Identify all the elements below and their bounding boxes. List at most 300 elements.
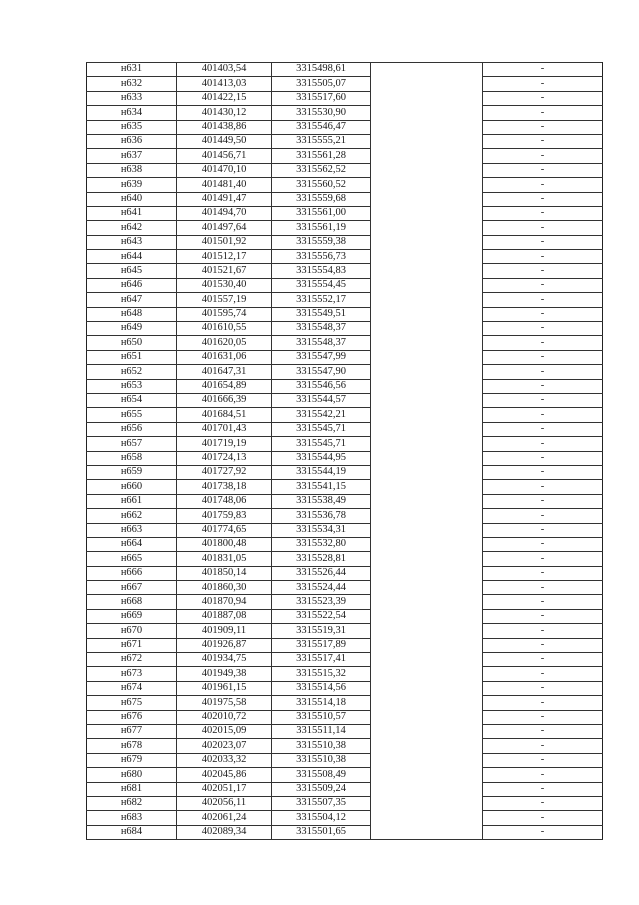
point-number-cell: н668: [87, 595, 177, 609]
y-coordinate-cell: 3315526,44: [272, 566, 371, 580]
point-number-cell: н677: [87, 724, 177, 738]
table-row: [87, 293, 603, 307]
y-coordinate-cell: 3315556,73: [272, 250, 371, 264]
y-coordinate-cell: 3315541,15: [272, 480, 371, 494]
table-row: [87, 624, 603, 638]
point-number-cell: н659: [87, 465, 177, 479]
y-coordinate-cell: 3315561,19: [272, 221, 371, 235]
value-cell: -: [483, 609, 603, 623]
table-row: [87, 609, 603, 623]
empty-cell: [371, 134, 483, 148]
value-cell: -: [483, 710, 603, 724]
x-coordinate-cell: 401666,39: [177, 393, 272, 407]
empty-cell: [371, 192, 483, 206]
value-cell: -: [483, 753, 603, 767]
empty-cell: [371, 163, 483, 177]
x-coordinate-cell: 401727,92: [177, 465, 272, 479]
point-number-cell: н632: [87, 77, 177, 91]
y-coordinate-cell: 3315548,37: [272, 336, 371, 350]
y-coordinate-cell: 3315547,90: [272, 365, 371, 379]
value-cell: -: [483, 624, 603, 638]
point-number-cell: н664: [87, 537, 177, 551]
y-coordinate-cell: 3315524,44: [272, 581, 371, 595]
point-number-cell: н633: [87, 91, 177, 105]
x-coordinate-cell: 402033,32: [177, 753, 272, 767]
empty-cell: [371, 739, 483, 753]
x-coordinate-cell: 401512,17: [177, 250, 272, 264]
value-cell: -: [483, 653, 603, 667]
point-number-cell: н662: [87, 509, 177, 523]
table-row: [87, 782, 603, 796]
y-coordinate-cell: 3315504,12: [272, 811, 371, 825]
table-row: [87, 163, 603, 177]
empty-cell: [371, 552, 483, 566]
x-coordinate-cell: 401800,48: [177, 537, 272, 551]
table-row: [87, 120, 603, 134]
empty-cell: [371, 264, 483, 278]
empty-cell: [371, 768, 483, 782]
empty-cell: [371, 465, 483, 479]
point-number-cell: н650: [87, 336, 177, 350]
table-row: [87, 451, 603, 465]
x-coordinate-cell: 401557,19: [177, 293, 272, 307]
value-cell: -: [483, 120, 603, 134]
point-number-cell: н649: [87, 322, 177, 336]
y-coordinate-cell: 3315522,54: [272, 609, 371, 623]
y-coordinate-cell: 3315561,28: [272, 149, 371, 163]
y-coordinate-cell: 3315547,99: [272, 350, 371, 364]
table-row: [87, 696, 603, 710]
value-cell: -: [483, 63, 603, 77]
empty-cell: [371, 480, 483, 494]
y-coordinate-cell: 3315555,21: [272, 134, 371, 148]
value-cell: -: [483, 811, 603, 825]
table-row: [87, 322, 603, 336]
empty-cell: [371, 408, 483, 422]
value-cell: -: [483, 796, 603, 810]
x-coordinate-cell: 401470,10: [177, 163, 272, 177]
x-coordinate-cell: 401631,06: [177, 350, 272, 364]
point-number-cell: н673: [87, 667, 177, 681]
table-row: [87, 494, 603, 508]
point-number-cell: н638: [87, 163, 177, 177]
empty-cell: [371, 638, 483, 652]
value-cell: -: [483, 149, 603, 163]
table-row: [87, 350, 603, 364]
x-coordinate-cell: 401774,65: [177, 523, 272, 537]
x-coordinate-cell: 401870,94: [177, 595, 272, 609]
x-coordinate-cell: 401413,03: [177, 77, 272, 91]
point-number-cell: н645: [87, 264, 177, 278]
coordinates-table: [86, 62, 603, 840]
point-number-cell: н640: [87, 192, 177, 206]
table-row: [87, 63, 603, 77]
table-row: [87, 595, 603, 609]
value-cell: -: [483, 134, 603, 148]
point-number-cell: н670: [87, 624, 177, 638]
value-cell: -: [483, 523, 603, 537]
value-cell: -: [483, 537, 603, 551]
y-coordinate-cell: 3315517,60: [272, 91, 371, 105]
point-number-cell: н663: [87, 523, 177, 537]
table-row: [87, 581, 603, 595]
table-row: [87, 264, 603, 278]
empty-cell: [371, 753, 483, 767]
value-cell: -: [483, 350, 603, 364]
x-coordinate-cell: 401684,51: [177, 408, 272, 422]
value-cell: -: [483, 724, 603, 738]
table-row: [87, 653, 603, 667]
table-row: [87, 537, 603, 551]
empty-cell: [371, 77, 483, 91]
x-coordinate-cell: 401909,11: [177, 624, 272, 638]
value-cell: -: [483, 566, 603, 580]
table-row: [87, 825, 603, 839]
y-coordinate-cell: 3315548,37: [272, 322, 371, 336]
point-number-cell: н665: [87, 552, 177, 566]
x-coordinate-cell: 401961,15: [177, 681, 272, 695]
x-coordinate-cell: 401481,40: [177, 178, 272, 192]
y-coordinate-cell: 3315545,71: [272, 437, 371, 451]
y-coordinate-cell: 3315510,38: [272, 739, 371, 753]
value-cell: -: [483, 163, 603, 177]
x-coordinate-cell: 401494,70: [177, 206, 272, 220]
y-coordinate-cell: 3315561,00: [272, 206, 371, 220]
table-row: [87, 480, 603, 494]
y-coordinate-cell: 3315562,52: [272, 163, 371, 177]
y-coordinate-cell: 3315517,41: [272, 653, 371, 667]
value-cell: -: [483, 91, 603, 105]
value-cell: -: [483, 379, 603, 393]
x-coordinate-cell: 401430,12: [177, 106, 272, 120]
x-coordinate-cell: 401501,92: [177, 235, 272, 249]
x-coordinate-cell: 401497,64: [177, 221, 272, 235]
value-cell: -: [483, 322, 603, 336]
empty-cell: [371, 566, 483, 580]
point-number-cell: н635: [87, 120, 177, 134]
empty-cell: [371, 422, 483, 436]
value-cell: -: [483, 235, 603, 249]
value-cell: -: [483, 581, 603, 595]
x-coordinate-cell: 401456,71: [177, 149, 272, 163]
value-cell: -: [483, 250, 603, 264]
value-cell: -: [483, 393, 603, 407]
empty-cell: [371, 796, 483, 810]
value-cell: -: [483, 782, 603, 796]
empty-cell: [371, 509, 483, 523]
point-number-cell: н642: [87, 221, 177, 235]
value-cell: -: [483, 509, 603, 523]
table-row: [87, 523, 603, 537]
y-coordinate-cell: 3315536,78: [272, 509, 371, 523]
x-coordinate-cell: 402089,34: [177, 825, 272, 839]
point-number-cell: н683: [87, 811, 177, 825]
point-number-cell: н681: [87, 782, 177, 796]
y-coordinate-cell: 3315544,19: [272, 465, 371, 479]
x-coordinate-cell: 401491,47: [177, 192, 272, 206]
empty-cell: [371, 365, 483, 379]
x-coordinate-cell: 401620,05: [177, 336, 272, 350]
table-row: [87, 149, 603, 163]
point-number-cell: н644: [87, 250, 177, 264]
table-row: [87, 365, 603, 379]
x-coordinate-cell: 401887,08: [177, 609, 272, 623]
point-number-cell: н666: [87, 566, 177, 580]
x-coordinate-cell: 402056,11: [177, 796, 272, 810]
point-number-cell: н661: [87, 494, 177, 508]
point-number-cell: н680: [87, 768, 177, 782]
table-row: [87, 437, 603, 451]
value-cell: -: [483, 408, 603, 422]
value-cell: -: [483, 696, 603, 710]
table-row: [87, 753, 603, 767]
value-cell: -: [483, 667, 603, 681]
value-cell: -: [483, 638, 603, 652]
table-row: [87, 393, 603, 407]
point-number-cell: н671: [87, 638, 177, 652]
y-coordinate-cell: 3315523,39: [272, 595, 371, 609]
empty-cell: [371, 724, 483, 738]
coordinates-table-body: [87, 63, 603, 840]
point-number-cell: н684: [87, 825, 177, 839]
x-coordinate-cell: 401422,15: [177, 91, 272, 105]
empty-cell: [371, 379, 483, 393]
empty-cell: [371, 710, 483, 724]
y-coordinate-cell: 3315517,89: [272, 638, 371, 652]
empty-cell: [371, 437, 483, 451]
table-row: [87, 552, 603, 566]
empty-cell: [371, 235, 483, 249]
table-row: [87, 681, 603, 695]
point-number-cell: н634: [87, 106, 177, 120]
point-number-cell: н636: [87, 134, 177, 148]
table-row: [87, 178, 603, 192]
point-number-cell: н667: [87, 581, 177, 595]
value-cell: -: [483, 552, 603, 566]
x-coordinate-cell: 401949,38: [177, 667, 272, 681]
x-coordinate-cell: 401530,40: [177, 278, 272, 292]
table-row: [87, 91, 603, 105]
empty-cell: [371, 825, 483, 839]
x-coordinate-cell: 401521,67: [177, 264, 272, 278]
value-cell: -: [483, 465, 603, 479]
table-row: [87, 250, 603, 264]
value-cell: -: [483, 595, 603, 609]
empty-cell: [371, 696, 483, 710]
empty-cell: [371, 178, 483, 192]
x-coordinate-cell: 401724,13: [177, 451, 272, 465]
table-row: [87, 206, 603, 220]
y-coordinate-cell: 3315509,24: [272, 782, 371, 796]
y-coordinate-cell: 3315549,51: [272, 307, 371, 321]
x-coordinate-cell: 401831,05: [177, 552, 272, 566]
y-coordinate-cell: 3315559,68: [272, 192, 371, 206]
value-cell: -: [483, 451, 603, 465]
y-coordinate-cell: 3315546,56: [272, 379, 371, 393]
point-number-cell: н676: [87, 710, 177, 724]
empty-cell: [371, 278, 483, 292]
table-row: [87, 465, 603, 479]
empty-cell: [371, 63, 483, 77]
point-number-cell: н651: [87, 350, 177, 364]
value-cell: -: [483, 768, 603, 782]
table-row: [87, 235, 603, 249]
point-number-cell: н648: [87, 307, 177, 321]
empty-cell: [371, 250, 483, 264]
point-number-cell: н660: [87, 480, 177, 494]
table-row: [87, 379, 603, 393]
empty-cell: [371, 537, 483, 551]
x-coordinate-cell: 401748,06: [177, 494, 272, 508]
table-row: [87, 768, 603, 782]
y-coordinate-cell: 3315544,57: [272, 393, 371, 407]
y-coordinate-cell: 3315505,07: [272, 77, 371, 91]
x-coordinate-cell: 401719,19: [177, 437, 272, 451]
x-coordinate-cell: 401975,58: [177, 696, 272, 710]
table-row: [87, 134, 603, 148]
empty-cell: [371, 581, 483, 595]
value-cell: -: [483, 494, 603, 508]
empty-cell: [371, 336, 483, 350]
table-row: [87, 192, 603, 206]
y-coordinate-cell: 3315530,90: [272, 106, 371, 120]
value-cell: -: [483, 278, 603, 292]
y-coordinate-cell: 3315546,47: [272, 120, 371, 134]
empty-cell: [371, 667, 483, 681]
y-coordinate-cell: 3315554,45: [272, 278, 371, 292]
value-cell: -: [483, 422, 603, 436]
x-coordinate-cell: 402023,07: [177, 739, 272, 753]
x-coordinate-cell: 401860,30: [177, 581, 272, 595]
y-coordinate-cell: 3315507,35: [272, 796, 371, 810]
x-coordinate-cell: 402061,24: [177, 811, 272, 825]
table-row: [87, 724, 603, 738]
empty-cell: [371, 451, 483, 465]
y-coordinate-cell: 3315515,32: [272, 667, 371, 681]
empty-cell: [371, 653, 483, 667]
value-cell: -: [483, 825, 603, 839]
y-coordinate-cell: 3315542,21: [272, 408, 371, 422]
value-cell: -: [483, 264, 603, 278]
value-cell: -: [483, 307, 603, 321]
point-number-cell: н658: [87, 451, 177, 465]
value-cell: -: [483, 365, 603, 379]
value-cell: -: [483, 221, 603, 235]
y-coordinate-cell: 3315552,17: [272, 293, 371, 307]
empty-cell: [371, 106, 483, 120]
x-coordinate-cell: 402015,09: [177, 724, 272, 738]
empty-cell: [371, 681, 483, 695]
empty-cell: [371, 782, 483, 796]
y-coordinate-cell: 3315501,65: [272, 825, 371, 839]
table-row: [87, 221, 603, 235]
y-coordinate-cell: 3315544,95: [272, 451, 371, 465]
value-cell: -: [483, 681, 603, 695]
y-coordinate-cell: 3315514,56: [272, 681, 371, 695]
table-row: [87, 307, 603, 321]
value-cell: -: [483, 77, 603, 91]
x-coordinate-cell: 402010,72: [177, 710, 272, 724]
empty-cell: [371, 595, 483, 609]
point-number-cell: н672: [87, 653, 177, 667]
point-number-cell: н678: [87, 739, 177, 753]
point-number-cell: н639: [87, 178, 177, 192]
table-row: [87, 106, 603, 120]
table-row: [87, 638, 603, 652]
x-coordinate-cell: 401610,55: [177, 322, 272, 336]
empty-cell: [371, 120, 483, 134]
x-coordinate-cell: 401449,50: [177, 134, 272, 148]
point-number-cell: н656: [87, 422, 177, 436]
point-number-cell: н652: [87, 365, 177, 379]
x-coordinate-cell: 401647,31: [177, 365, 272, 379]
empty-cell: [371, 221, 483, 235]
value-cell: -: [483, 437, 603, 451]
table-row: [87, 566, 603, 580]
empty-cell: [371, 523, 483, 537]
x-coordinate-cell: 402045,86: [177, 768, 272, 782]
table-row: [87, 796, 603, 810]
table-row: [87, 77, 603, 91]
y-coordinate-cell: 3315532,80: [272, 537, 371, 551]
point-number-cell: н657: [87, 437, 177, 451]
y-coordinate-cell: 3315511,14: [272, 724, 371, 738]
empty-cell: [371, 307, 483, 321]
empty-cell: [371, 350, 483, 364]
table-row: [87, 336, 603, 350]
point-number-cell: н682: [87, 796, 177, 810]
empty-cell: [371, 293, 483, 307]
table-row: [87, 811, 603, 825]
empty-cell: [371, 609, 483, 623]
empty-cell: [371, 206, 483, 220]
x-coordinate-cell: 401850,14: [177, 566, 272, 580]
point-number-cell: н637: [87, 149, 177, 163]
y-coordinate-cell: 3315545,71: [272, 422, 371, 436]
y-coordinate-cell: 3315538,49: [272, 494, 371, 508]
x-coordinate-cell: 402051,17: [177, 782, 272, 796]
point-number-cell: н669: [87, 609, 177, 623]
table-row: [87, 278, 603, 292]
point-number-cell: н655: [87, 408, 177, 422]
empty-cell: [371, 393, 483, 407]
point-number-cell: н641: [87, 206, 177, 220]
y-coordinate-cell: 3315510,38: [272, 753, 371, 767]
point-number-cell: н653: [87, 379, 177, 393]
value-cell: -: [483, 739, 603, 753]
value-cell: -: [483, 192, 603, 206]
x-coordinate-cell: 401654,89: [177, 379, 272, 393]
table-row: [87, 422, 603, 436]
y-coordinate-cell: 3315554,83: [272, 264, 371, 278]
y-coordinate-cell: 3315508,49: [272, 768, 371, 782]
table-row: [87, 509, 603, 523]
empty-cell: [371, 91, 483, 105]
table-row: [87, 408, 603, 422]
y-coordinate-cell: 3315528,81: [272, 552, 371, 566]
x-coordinate-cell: 401438,86: [177, 120, 272, 134]
x-coordinate-cell: 401701,43: [177, 422, 272, 436]
value-cell: -: [483, 336, 603, 350]
value-cell: -: [483, 178, 603, 192]
x-coordinate-cell: 401595,74: [177, 307, 272, 321]
y-coordinate-cell: 3315514,18: [272, 696, 371, 710]
table-row: [87, 739, 603, 753]
y-coordinate-cell: 3315559,38: [272, 235, 371, 249]
empty-cell: [371, 811, 483, 825]
empty-cell: [371, 624, 483, 638]
y-coordinate-cell: 3315519,31: [272, 624, 371, 638]
